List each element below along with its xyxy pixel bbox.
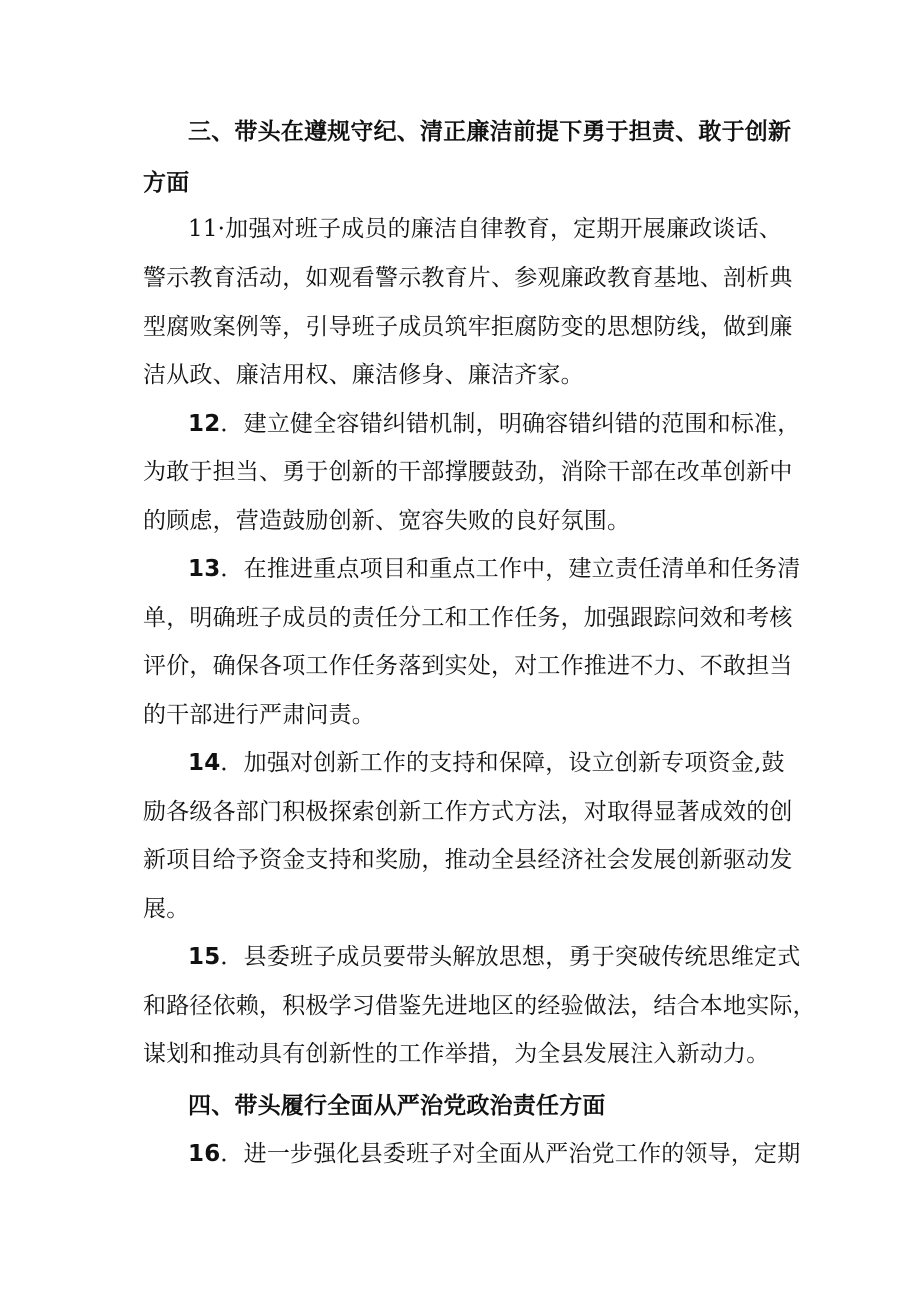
paragraph-number: 13: [188, 556, 221, 582]
paragraph-number: 12: [188, 411, 221, 437]
paragraph-line: 和路径依赖，积极学习借鉴先进地区的经验做法，结合本地实际，: [143, 993, 816, 1019]
paragraph-line: 洁从政、廉洁用权、廉洁修身、廉洁齐家。: [143, 362, 584, 388]
paragraph-line: 评价，确保各项工作任务落到实处，对工作推进不力、不敢担当: [143, 653, 793, 679]
paragraph-line: 15．县委班子成员要带头解放思想，勇于突破传统思维定式: [188, 944, 801, 970]
paragraph-line: 新项目给予资金支持和奖励，推动全县经济社会发展创新驱动发: [143, 847, 793, 873]
paragraph-line: 励各级各部门积极探索创新工作方式方法，对取得显著成效的创: [143, 799, 793, 825]
paragraph-number: 14: [188, 750, 221, 776]
paragraph-number: 15: [188, 944, 221, 970]
paragraph-line: 12．建立健全容错纠错机制，明确容错纠错的范围和标准，: [188, 411, 801, 437]
paragraph-number: 16: [188, 1141, 221, 1167]
paragraph-line: 的干部进行严肃问责。: [143, 702, 375, 728]
paragraph-line: 展。: [143, 896, 190, 922]
paragraph-line: 谋划和推动具有创新性的工作举措，为全县发展注入新动力。: [143, 1041, 770, 1067]
paragraph-line: 型腐败案例等，引导班子成员筑牢拒腐防变的思想防线，做到廉: [143, 314, 793, 340]
paragraph-line: 14．加强对创新工作的支持和保障，设立创新专项资金,鼓: [188, 750, 785, 776]
paragraph-line: 为敢于担当、勇于创新的干部撑腰鼓劲，消除干部在改革创新中: [143, 459, 793, 485]
section-heading: 四、带头履行全面从严治党政治责任方面: [188, 1093, 606, 1119]
paragraph-line: 13．在推进重点项目和重点工作中，建立责任清单和任务清: [188, 556, 801, 582]
paragraph-line: 警示教育活动，如观看警示教育片、参观廉政教育基地、剖析典: [143, 265, 793, 291]
paragraph-line: 单，明确班子成员的责任分工和工作任务，加强跟踪问效和考核: [143, 605, 793, 631]
paragraph-line: 11·加强对班子成员的廉洁自律教育，定期开展廉政谈话、: [188, 216, 782, 242]
paragraph-line: 的顾虑，营造鼓励创新、宽容失败的良好氛围。: [143, 508, 631, 534]
section-heading-continued: 方面: [143, 170, 190, 196]
paragraph-number: 11: [188, 216, 218, 242]
paragraph-line: 16．进一步强化县委班子对全面从严治党工作的领导，定期: [188, 1141, 801, 1167]
section-heading: 三、带头在遵规守纪、清正廉洁前提下勇于担责、敢于创新: [188, 119, 792, 145]
